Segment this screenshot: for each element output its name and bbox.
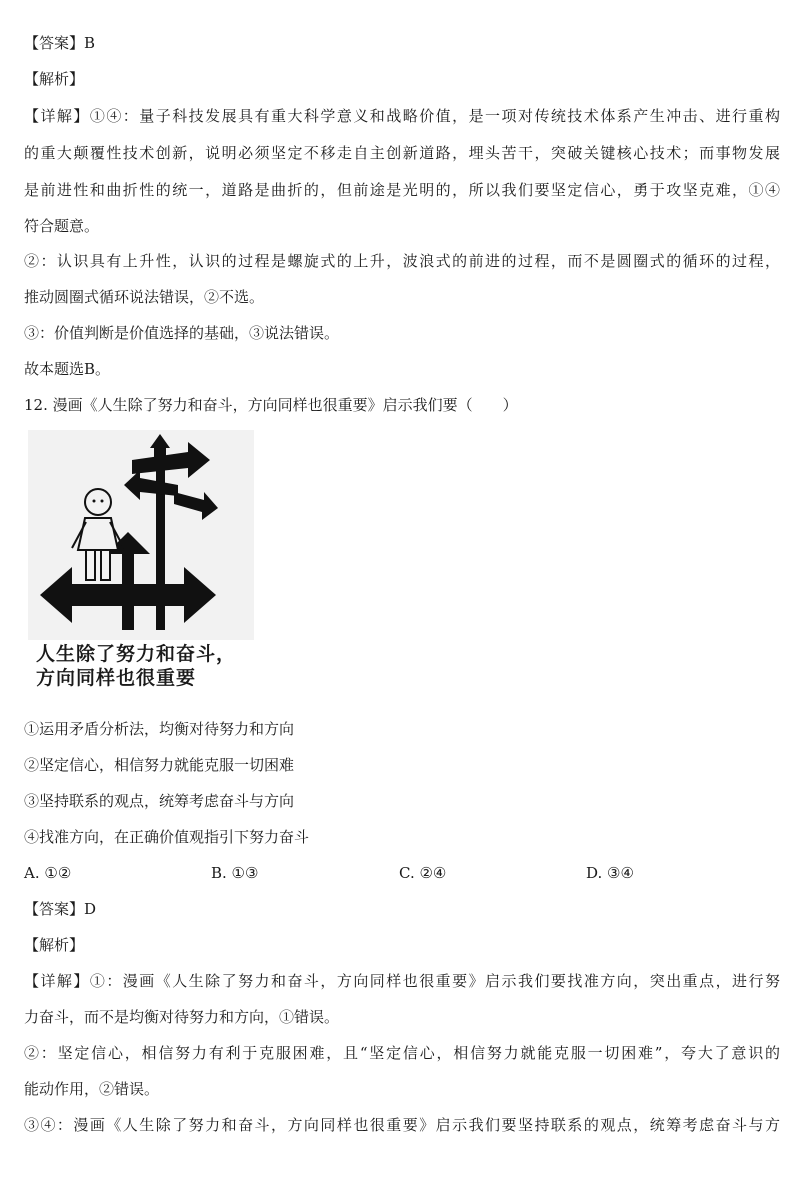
q12-detail-line-1: 【详解】①：漫画《人生除了努力和奋斗，方向同样也很重要》启示我们要找准方向，突出重点，进行努 [24, 972, 780, 990]
comic-caption-line-2: 方向同样也很重要 [36, 667, 197, 689]
q12-point-34-line-1: ③④：漫画《人生除了努力和奋斗，方向同样也很重要》启示我们要坚持联系的观点，统筹考虑奋斗与方 [24, 1116, 780, 1134]
option-b: B. ①③ [211, 864, 259, 882]
q11-point-3: ③：价值判断是价值选择的基础，③说法错误。 [24, 324, 340, 342]
comic-signpost-illustration [28, 430, 254, 640]
q11-analysis-label: 【解析】 [24, 70, 85, 88]
statement-1: ①运用矛盾分析法，均衡对待努力和方向 [24, 720, 295, 738]
q12-analysis-label: 【解析】 [24, 936, 85, 954]
q11-detail-line-4: 符合题意。 [24, 217, 100, 235]
q11-point-2-line-2: 推动圆圈式循环说法错误，②不选。 [24, 288, 265, 306]
statement-2: ②坚定信心，相信努力就能克服一切困难 [24, 756, 295, 774]
q11-detail-line-2: 的重大颠覆性技术创新，说明必须坚定不移走自主创新道路，埋头苦干，突破关键核心技术；而事物发展 [24, 144, 780, 162]
option-a: A. ①② [24, 864, 72, 882]
q11-conclusion: 故本题选B。 [24, 360, 111, 378]
q12-answer: 【答案】D [24, 900, 97, 918]
statement-4: ④找准方向，在正确价值观指引下努力奋斗 [24, 828, 310, 846]
q12-question: 12. 漫画《人生除了努力和奋斗，方向同样也很重要》启示我们要（ ） [24, 396, 518, 414]
q12-point-2-line-1: ②：坚定信心，相信努力有利于克服困难，且“坚定信心，相信努力就能克服一切困难”，夸大了意识的 [24, 1044, 780, 1062]
q11-answer: 【答案】B [24, 34, 96, 52]
q12-point-2-line-2: 能动作用，②错误。 [24, 1080, 160, 1098]
option-d: D. ③④ [586, 864, 634, 882]
option-c: C. ②④ [399, 864, 447, 882]
q11-detail-line-3: 是前进性和曲折性的统一，道路是曲折的，但前途是光明的，所以我们要坚定信心，勇于攻坚克难，①④ [24, 181, 780, 199]
q11-point-2-line-1: ②：认识具有上升性，认识的过程是螺旋式的上升，波浪式的前进的过程，而不是圆圈式的循环的过程， [24, 252, 780, 270]
q11-detail-line-1: 【详解】①④：量子科技发展具有重大科学意义和战略价值，是一项对传统技术体系产生冲击、进行重构 [24, 107, 780, 125]
q12-detail-line-2: 力奋斗，而不是均衡对待努力和方向，①错误。 [24, 1008, 340, 1026]
statement-3: ③坚持联系的观点，统筹考虑奋斗与方向 [24, 792, 295, 810]
comic-caption-line-1: 人生除了努力和奋斗， [36, 643, 237, 665]
